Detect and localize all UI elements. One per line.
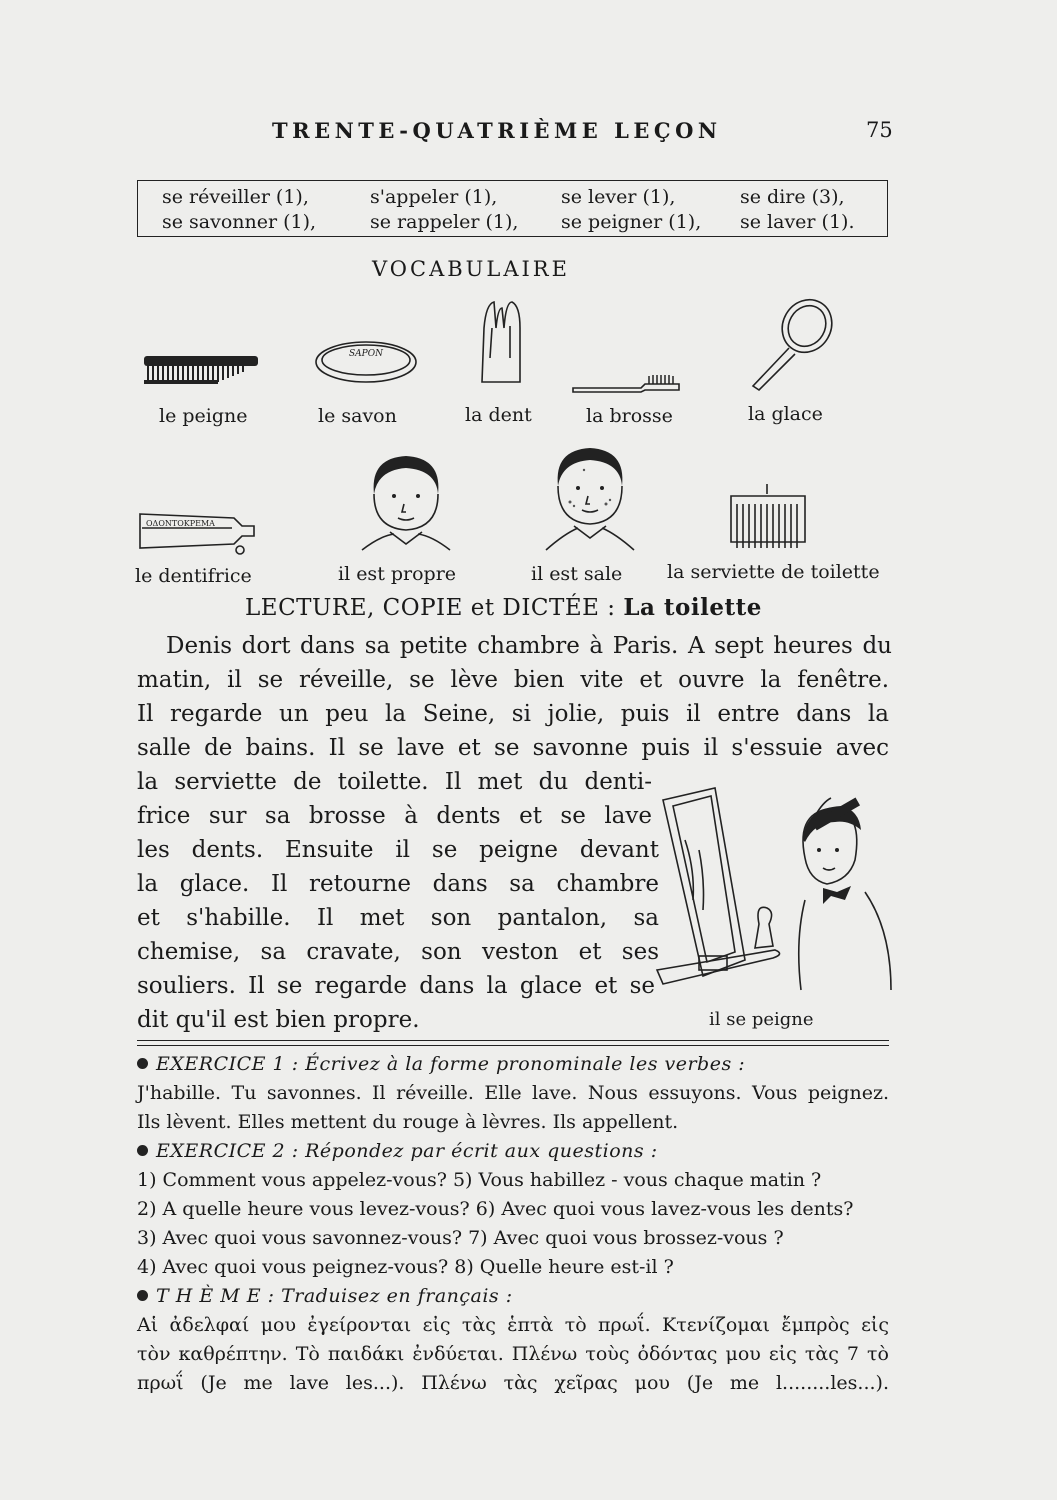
- boy-combing-illustration: [655, 780, 895, 1000]
- bullet-icon: [137, 1290, 148, 1301]
- text-line: souliers. Il se regarde dans la glace et se: [137, 973, 655, 999]
- reading-title: [245, 594, 762, 621]
- vocab-label: la serviette de toilette: [667, 561, 880, 583]
- tooth-icon: [476, 298, 526, 386]
- verb: se laver (1).: [740, 211, 855, 233]
- theme-line: πρωΐ (Je me lave les...). Πλένω τὰς χεῖρας μου (Je me l........les...).: [137, 1372, 889, 1394]
- verb: se dire (3),: [740, 186, 845, 208]
- vocab-label: la brosse: [586, 405, 673, 427]
- page-header: [0, 118, 1057, 152]
- theme-line: Αἱ ἀδελφαί μου ἐγείρονται εἰς τὰς ἑπτὰ τὸ πρωΐ. Κτενίζομαι ἔμπρὸς εἰς: [137, 1314, 889, 1336]
- exercise-2-heading: EXERCICE 2 : Répondez par écrit aux questions :: [137, 1137, 892, 1166]
- exercise-line: 1) Comment vous appelez-vous? 5) Vous habillez - vous chaque matin ?: [137, 1169, 822, 1191]
- clean-boy-icon: [360, 450, 460, 552]
- dirty-boy-icon: [544, 442, 644, 552]
- verb: se réveiller (1),: [162, 186, 309, 208]
- exercise-line: J'habille. Tu savonnes. Il réveille. Elle lave. Nous essuyons. Vous peignez.: [137, 1082, 889, 1104]
- bullet-icon: [137, 1145, 148, 1156]
- verb: se peigner (1),: [561, 211, 702, 233]
- soap-icon: [314, 338, 418, 384]
- comb-icon: [142, 352, 262, 388]
- text-line: la glace. Il retourne dans sa chambre: [137, 871, 659, 897]
- text-line: matin, il se réveille, se lève bien vite et ouvre la fenêtre.: [137, 667, 889, 693]
- verb: se lever (1),: [561, 186, 676, 208]
- vocab-label: il est sale: [531, 563, 623, 585]
- theme-line: τὸν καθρέπτην. Τὸ παιδάκι ἐνδύεται. Πλένω τοὺς ὀδόντας μου εἰς τὰς 7 τὸ: [137, 1343, 889, 1365]
- exercise-1-heading: EXERCICE 1 : Écrivez à la forme pronominale les verbes :: [137, 1050, 892, 1079]
- hand-mirror-icon: [745, 296, 837, 392]
- vocab-label: il est propre: [338, 563, 457, 585]
- text-line: dit qu'il est bien propre.: [137, 1007, 420, 1033]
- text-line: Denis dort dans sa petite chambre à Paris. A sept heures du: [166, 633, 892, 659]
- text-line: frice sur sa brosse à dents et se lave: [137, 803, 652, 829]
- vocab-label: la glace: [748, 403, 823, 425]
- reading-subtitle: La toilette: [623, 594, 762, 621]
- text-line: chemise, sa cravate, son veston et ses: [137, 939, 659, 965]
- reading-title-label: LECTURE, COPIE et DICTÉE :: [245, 595, 616, 621]
- theme-heading: T H È M E : Traduisez en français :: [137, 1282, 892, 1311]
- verb: se rappeler (1),: [370, 211, 519, 233]
- bullet-icon: [137, 1058, 148, 1069]
- soap-label: SAPON: [349, 349, 383, 359]
- toothpaste-icon: [136, 508, 266, 556]
- text-line: Il regarde un peu la Seine, si jolie, puis il entre dans la: [137, 701, 889, 727]
- vocab-label: le dentifrice: [135, 565, 252, 587]
- exercise-line: 2) A quelle heure vous levez-vous? 6) Avec quoi vous lavez-vous les dents?: [137, 1198, 854, 1220]
- text-line: et s'habille. Il met son pantalon, sa: [137, 905, 659, 931]
- towel-icon: [727, 482, 811, 554]
- verb: se savonner (1),: [162, 211, 317, 233]
- divider: [137, 1045, 889, 1046]
- toothbrush-icon: [571, 372, 683, 396]
- exercise-line: Ils lèvent. Elles mettent du rouge à lèvres. Ils appellent.: [137, 1111, 679, 1133]
- vocabulary-title: VOCABULAIRE: [372, 257, 570, 281]
- illustration-caption: il se peigne: [709, 1009, 814, 1030]
- text-line: la serviette de toilette. Il met du denti-: [137, 769, 652, 795]
- exercise-line: 4) Avec quoi vous peignez-vous? 8) Quelle heure est-il ?: [137, 1256, 674, 1278]
- exercise-line: 3) Avec quoi vous savonnez-vous? 7) Avec quoi vous brossez-vous ?: [137, 1227, 784, 1249]
- verb-box: [137, 180, 888, 237]
- vocab-label: le peigne: [159, 405, 248, 427]
- page-number: 75: [866, 118, 893, 142]
- vocab-label: le savon: [318, 405, 397, 427]
- vocab-label: la dent: [465, 404, 532, 426]
- verb: s'appeler (1),: [370, 186, 498, 208]
- divider: [137, 1040, 889, 1041]
- exercises: [137, 1050, 892, 1398]
- toothpaste-label: ΟΔΟΝΤΟΚΡΕΜΑ: [146, 519, 215, 528]
- text-line: salle de bains. Il se lave et se savonne puis il s'essuie avec: [137, 735, 889, 761]
- text-line: les dents. Ensuite il se peigne devant: [137, 837, 659, 863]
- lesson-heading: TRENTE-QUATRIÈME LEÇON: [272, 118, 722, 143]
